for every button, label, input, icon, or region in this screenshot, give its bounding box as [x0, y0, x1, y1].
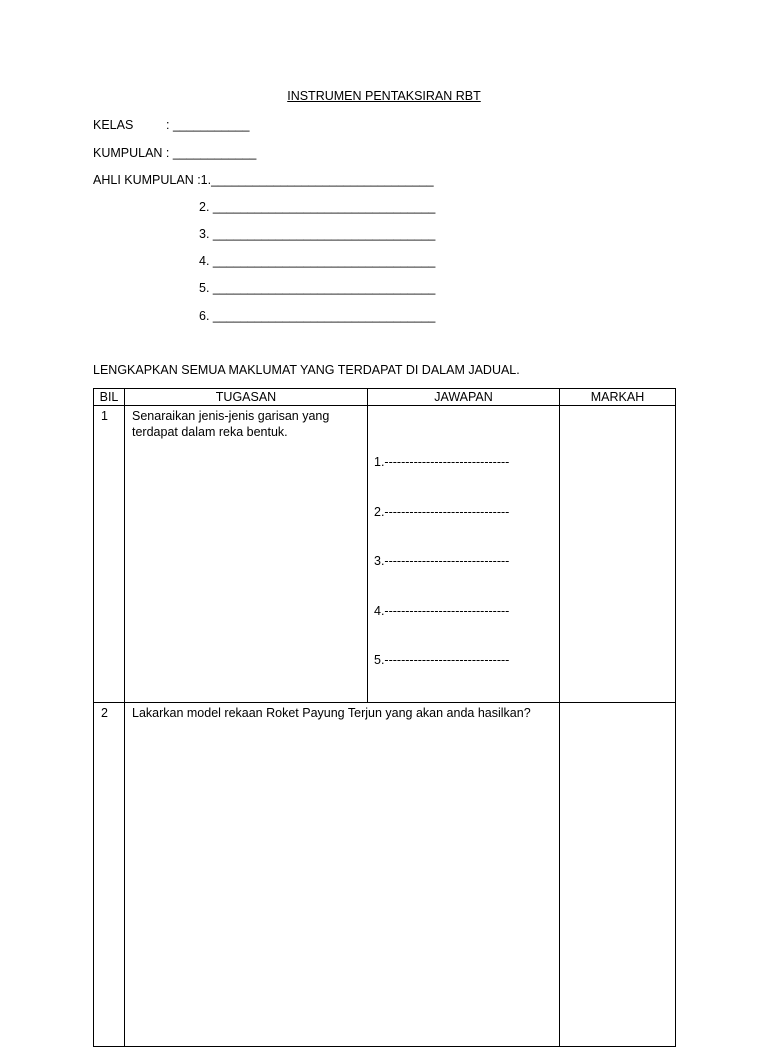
answer-line-1[interactable]: 1.------------------------------: [374, 455, 510, 469]
page-title: INSTRUMEN PENTAKSIRAN RBT: [287, 89, 481, 103]
kumpulan-field[interactable]: KUMPULAN : ____________: [93, 146, 257, 160]
kelas-label: KELAS: [93, 118, 134, 132]
row-2-bil: [94, 702, 125, 1046]
header-markah: MARKAH: [560, 389, 676, 406]
kelas-field[interactable]: : ___________: [166, 118, 250, 132]
table-row: [94, 702, 676, 1046]
row-2-bil-text: 2: [101, 705, 108, 720]
instruction-text: LENGKAPKAN SEMUA MAKLUMAT YANG TERDAPAT DI DALAM JADUAL.: [93, 363, 520, 377]
member-line-4[interactable]: 4. ________________________________: [199, 254, 436, 268]
row-1-bil: [94, 406, 125, 703]
row-1-tugasan-text: Senaraikan jenis-jenis garisan yang terdapat dalam reka bentuk.: [132, 409, 330, 439]
row-1-answer-list: [368, 406, 559, 702]
header-jawapan: JAWAPAN: [368, 389, 560, 406]
header-tugasan: TUGASAN: [125, 389, 368, 406]
row-1-markah-text: [560, 406, 675, 408]
row-1-bil-text: 1: [101, 409, 108, 423]
member-line-6[interactable]: 6. ________________________________: [199, 309, 436, 323]
row-2-markah[interactable]: [560, 702, 676, 1046]
row-1-tugasan: [125, 406, 368, 703]
member-line-2[interactable]: 2. ________________________________: [199, 200, 436, 214]
answer-line-5[interactable]: 5.------------------------------: [374, 653, 510, 667]
answer-line-3[interactable]: 3.------------------------------: [374, 554, 510, 568]
answer-line-4[interactable]: 4.------------------------------: [374, 603, 510, 618]
table-row: [94, 406, 676, 703]
member-line-5[interactable]: 5. ________________________________: [199, 281, 436, 295]
row-2-tugasan[interactable]: [125, 702, 560, 1046]
ahli-kumpulan-field[interactable]: AHLI KUMPULAN :1.________________________________: [93, 173, 434, 187]
row-1-jawapan[interactable]: [368, 406, 560, 703]
header-bil: BIL: [94, 389, 125, 406]
row-1-markah[interactable]: [560, 406, 676, 703]
table-header-row: [94, 389, 676, 406]
row-2-markah-text: [560, 703, 675, 705]
row-2-tugasan-text: Lakarkan model rekaan Roket Payung Terjun yang akan anda hasilkan?: [132, 705, 531, 720]
answer-line-2[interactable]: 2.------------------------------: [374, 504, 510, 519]
member-line-3[interactable]: 3. ________________________________: [199, 227, 436, 241]
assessment-table: [93, 388, 676, 1047]
